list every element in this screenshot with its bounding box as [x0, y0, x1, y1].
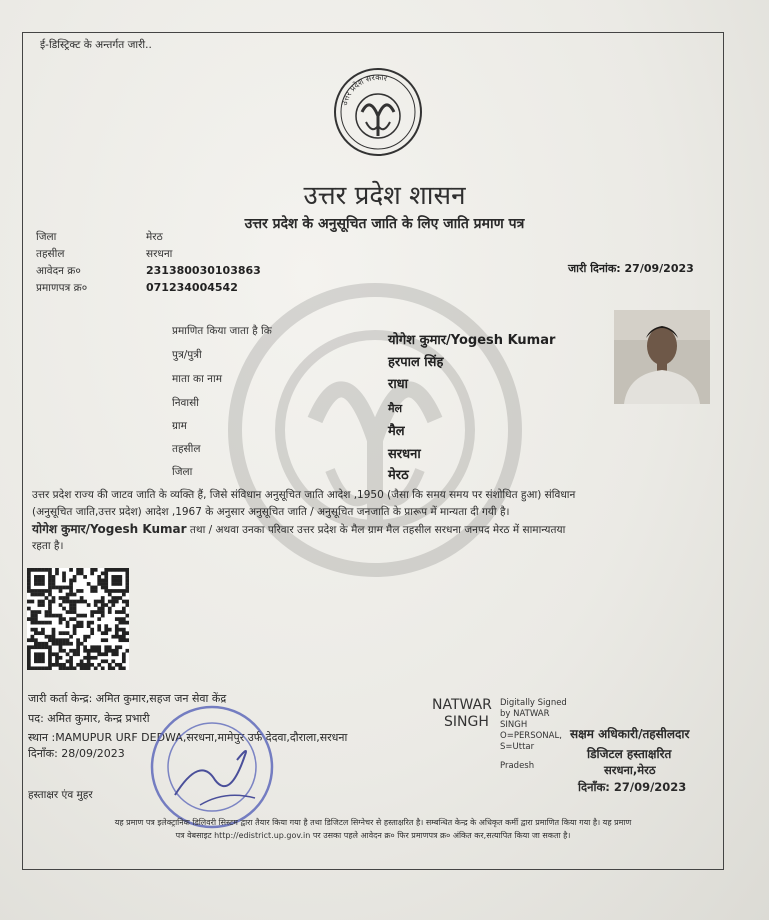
tehsil-detail-value: सरधना [388, 447, 421, 462]
svg-text:उत्तर प्रदेश सरकार [340, 73, 389, 107]
digital-signer-name-line-1: NATWAR [432, 697, 492, 713]
digital-sign-detail: O=PERSONAL, [500, 731, 562, 741]
digital-sign-detail: Digitally Signed [500, 698, 567, 708]
issuer-place: स्थान :MAMUPUR URF DEDWA,सरधना,मामेपुर उर्फ देदवा,दौराला,सरधना [28, 731, 348, 744]
detail-label-certified: प्रमाणित किया जाता है कि [172, 325, 272, 337]
footer-note [28, 816, 718, 842]
header-note: ई-डिस्ट्रिक्ट के अन्तर्गत जारी.. [40, 39, 152, 51]
authority-place: सरधना,मेरठ [604, 763, 656, 777]
tehsil-value: सरधना [146, 248, 173, 260]
up-emblem-icon [332, 66, 424, 158]
certificate-number: 071234004542 [146, 281, 238, 294]
mother-name: राधा [388, 377, 409, 392]
digital-sign-detail: Pradesh [500, 761, 535, 771]
person-photo-icon [614, 310, 710, 404]
issuer-date: दिनाँक: 28/09/2023 [28, 747, 125, 760]
tehsil-label: तहसील [36, 248, 65, 260]
detail-label-mother: माता का नाम [172, 373, 222, 385]
digital-sign-detail: by NATWAR [500, 709, 550, 719]
authority-title: सक्षम अधिकारी/तहसीलदार [570, 727, 690, 741]
digital-signer-name [432, 697, 492, 731]
qr-code-icon [27, 568, 129, 670]
official-stamp-icon [145, 700, 280, 835]
detail-label-village: ग्राम [172, 420, 187, 432]
district-label: जिला [36, 231, 57, 243]
body-line-3-text: तथा / अथवा उनका परिवार उत्तर प्रदेश के मैल ग्राम मैल तहसील सरधना जनपद मेरठ में सामान्यतया [186, 524, 566, 536]
digital-signer-name-line-2: SINGH [444, 714, 489, 730]
body-applicant-name: योगेश कुमार/Yogesh Kumar [32, 522, 187, 536]
body-line-2: (अनुसूचित जाति,उत्तर प्रदेश) आदेश ,1967 के अनुसार अनुसूचित जाति / अनुसूचित जनजाति के प्रारूप में मान्यता दी गयी है। [32, 506, 510, 518]
application-number: 231380030103863 [146, 264, 261, 277]
digital-sign-detail: SINGH [500, 720, 528, 730]
authority-sign-type: डिजिटल हस्ताक्षरित [587, 747, 672, 761]
resident-value: मैल [388, 402, 403, 415]
applicant-name: योगेश कुमार/Yogesh Kumar [388, 333, 556, 348]
detail-label-district: जिला [172, 466, 193, 478]
page-subtitle: उत्तर प्रदेश के अनुसूचित जाति के लिए जाति प्रमाण पत्र [244, 216, 525, 232]
applicant-photo [614, 310, 710, 404]
application-label: आवेदन क्र० [36, 265, 81, 277]
qr-code [27, 568, 129, 670]
detail-label-tehsil: तहसील [172, 443, 201, 455]
sign-seal-label: हस्ताक्षर एंव मुहर [28, 789, 93, 801]
digital-sign-detail: S=Uttar [500, 742, 535, 752]
body-line-3 [32, 522, 712, 538]
issue-date: जारी दिनांक: 27/09/2023 [568, 262, 694, 275]
body-line-4: रहता है। [32, 540, 64, 552]
digital-sign-details [500, 698, 567, 772]
district-value: मेरठ [146, 231, 163, 243]
authority-date: दिनाँक: 27/09/2023 [578, 780, 687, 794]
certificate-label: प्रमाणपत्र क्र० [36, 282, 88, 294]
father-name: हरपाल सिंह [388, 355, 444, 370]
footer-line-2: पत्र वेबसाइट http://edistrict.up.gov.in पर उसका पहले आवेदन क्र० फिर प्रमाणपत्र क्र० अंकित कर,सत्यापित किया जा सकता है। [175, 831, 571, 840]
footer-line-1: यह प्रमाण पत्र इलेक्ट्रानिक डिलिवरी सिस्टम द्वारा तैयार किया गया है तथा डिजिटल सिग्नेचर से हस्ताक्षरित है। सम्बन्धित केन्द्र के अधिकृत कर्मी द्वारा प्रमाणित किया गया है। यह प्रमाण [114, 818, 632, 827]
detail-label-resident: निवासी [172, 397, 199, 409]
village-value: मैल [388, 424, 405, 439]
detail-label-child-of: पुत्र/पुत्री [172, 349, 202, 361]
page-title: उत्तर प्रदेश शासन [303, 181, 466, 211]
issuer-post: पद: अमित कुमार, केन्द्र प्रभारी [28, 712, 150, 725]
issuer-center: जारी कर्ता केन्द्र: अमित कुमार,सहज जन सेवा केंद्र [28, 692, 227, 705]
body-line-1: उत्तर प्रदेश राज्य की जाटव जाति के व्यक्ति हैं, जिसे संविधान अनुसूचित जाति आदेश ,1950 (जैसा कि समय समय पर संशोधित हुआ) संविधान [32, 489, 576, 501]
emblem-text: उत्तर प्रदेश सरकार [339, 72, 389, 107]
district-detail-value: मेरठ [388, 468, 409, 483]
